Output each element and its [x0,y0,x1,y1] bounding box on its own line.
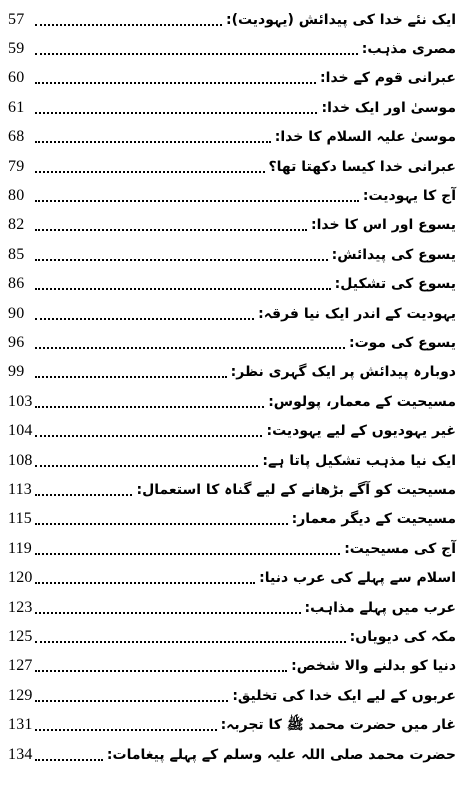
toc-entry-title: حضرت محمد صلی اللہ علیہ وسلم کے پہلے پیغامات: [106,746,456,763]
toc-leader-dots [35,286,331,290]
toc-leader-dots [35,80,316,84]
toc-entry[interactable] [0,237,466,266]
toc-page-number: 82 [8,216,25,234]
toc-entry[interactable] [0,414,466,443]
toc-leader-dots [35,463,258,467]
toc-leader-dots [35,227,307,231]
toc-leader-dots [35,521,288,525]
toc-page-number: 85 [8,245,25,263]
toc-entry[interactable] [0,267,466,296]
toc-page-number: 125 [8,628,33,646]
toc-page-number: 68 [8,128,25,146]
toc-entry[interactable] [0,443,466,472]
toc-page-number: 60 [8,69,25,87]
toc-leader-dots [35,433,262,437]
toc-leader-dots [35,404,264,408]
toc-leader-dots [35,727,217,731]
toc-page-number: 120 [8,569,33,587]
toc-page-number: 108 [8,451,33,469]
toc-entry[interactable] [0,590,466,619]
toc-entry-title: غار میں حضرت محمد ﷺ کا تجربہ: [220,717,456,734]
toc-entry-title: آج کا یہودیت: [362,188,456,205]
toc-entry[interactable] [0,2,466,31]
toc-leader-dots [35,169,265,173]
toc-entry-title: دنیا کو بدلنے والا شخص: [291,658,456,675]
toc-leader-dots [35,580,255,584]
toc-entry[interactable] [0,502,466,531]
toc-page-number: 96 [8,334,25,352]
toc-page-number: 129 [8,686,33,704]
toc-entry[interactable] [0,737,466,766]
toc-leader-dots [35,374,227,378]
toc-entry-title: موسیٰ اور ایک خدا: [321,99,456,116]
toc-page-number: 104 [8,422,33,440]
toc-page-number: 123 [8,598,33,616]
toc-page-number: 103 [8,392,33,410]
toc-entry[interactable] [0,120,466,149]
toc-entry-title: یسوع کی تشکیل: [334,276,456,293]
toc-page-number: 127 [8,657,33,675]
toc-entry-title: مسیحیت کو آگے بڑھانے کے لیے گناہ کا استعمال: [136,482,456,499]
toc-leader-dots [35,551,340,555]
toc-entry[interactable] [0,178,466,207]
toc-entry-title: یسوع کی موت: [348,335,456,352]
toc-entry[interactable] [0,149,466,178]
toc-leader-dots [35,22,222,26]
toc-leader-dots [35,110,317,114]
toc-entry-title: دوبارہ پیدائش پر ایک گہری نظر: [230,364,456,381]
toc-entry[interactable] [0,90,466,119]
toc-entry[interactable] [0,619,466,648]
toc-entry[interactable] [0,384,466,413]
toc-page-number: 113 [8,481,33,499]
toc-entry[interactable] [0,296,466,325]
toc-page-number: 57 [8,10,25,28]
toc-page-number: 86 [8,275,25,293]
toc-entry-title: ایک نیا مذہب تشکیل پاتا ہے: [262,452,456,469]
toc-leader-dots [35,198,359,202]
toc-entry[interactable] [0,472,466,501]
toc-entry[interactable] [0,31,466,60]
toc-page-number: 119 [8,539,33,557]
toc-entry[interactable] [0,561,466,590]
toc-leader-dots [35,316,254,320]
toc-entry-title: موسیٰ علیہ السلام کا خدا: [274,129,456,146]
toc-entry-title: آج کی مسیحیت: [344,540,456,557]
toc-page-number: 59 [8,40,25,58]
toc-entry[interactable] [0,355,466,384]
toc-leader-dots [35,51,358,55]
toc-entry-title: مکہ کی دیویاں: [349,629,456,646]
toc-entry[interactable] [0,325,466,354]
toc-entry-title: اسلام سے پہلے کی عرب دنیا: [259,570,456,587]
toc-entry[interactable] [0,708,466,737]
toc-entry-title: مسیحیت کے دیگر معمار: [291,511,456,528]
toc-leader-dots [35,668,287,672]
toc-leader-dots [35,345,345,349]
toc-entry-title: عرب میں پہلے مذاہب: [304,599,456,616]
toc-entry-title: عبرانی قوم کے خدا: [320,70,456,87]
toc-page-number: 131 [8,716,33,734]
toc-entry-title: یسوع کی پیدائش: [331,246,456,263]
toc-page-number: 99 [8,363,25,381]
toc-page-number: 61 [8,98,25,116]
toc-leader-dots [35,698,228,702]
toc-entry-title: مسیحیت کے معمار، پولوس: [268,393,456,410]
toc-leader-dots [35,139,271,143]
toc-entry[interactable] [0,649,466,678]
toc-page-number: 80 [8,187,25,205]
toc-entry-title: یسوع اور اس کا خدا: [311,217,456,234]
toc-page-number: 79 [8,157,25,175]
toc-leader-dots [35,492,132,496]
toc-leader-dots [35,257,328,261]
toc-entry-title: غیر یہودیوں کے لیے یہودیت: [266,423,456,440]
toc-entry[interactable] [0,678,466,707]
toc-entry-title: یہودیت کے اندر ایک نیا فرقہ: [258,305,456,322]
toc-page-number: 134 [8,745,33,763]
toc-entry-title: مصری مذہب: [361,41,456,58]
toc-entry-title: عبرانی خدا کیسا دکھتا تھا؟ [268,158,456,175]
toc-entry-title: عربوں کے لیے ایک خدا کی تخلیق: [232,687,456,704]
toc-entry[interactable] [0,61,466,90]
toc-page-number: 90 [8,304,25,322]
toc-leader-dots [35,757,103,761]
toc-entry[interactable] [0,208,466,237]
toc-leader-dots [35,610,301,614]
toc-entry[interactable] [0,531,466,560]
toc-entry-title: ایک نئے خدا کی پیدائش (یہودیت): [225,11,456,28]
toc-leader-dots [35,639,346,643]
toc-page-number: 115 [8,510,33,528]
